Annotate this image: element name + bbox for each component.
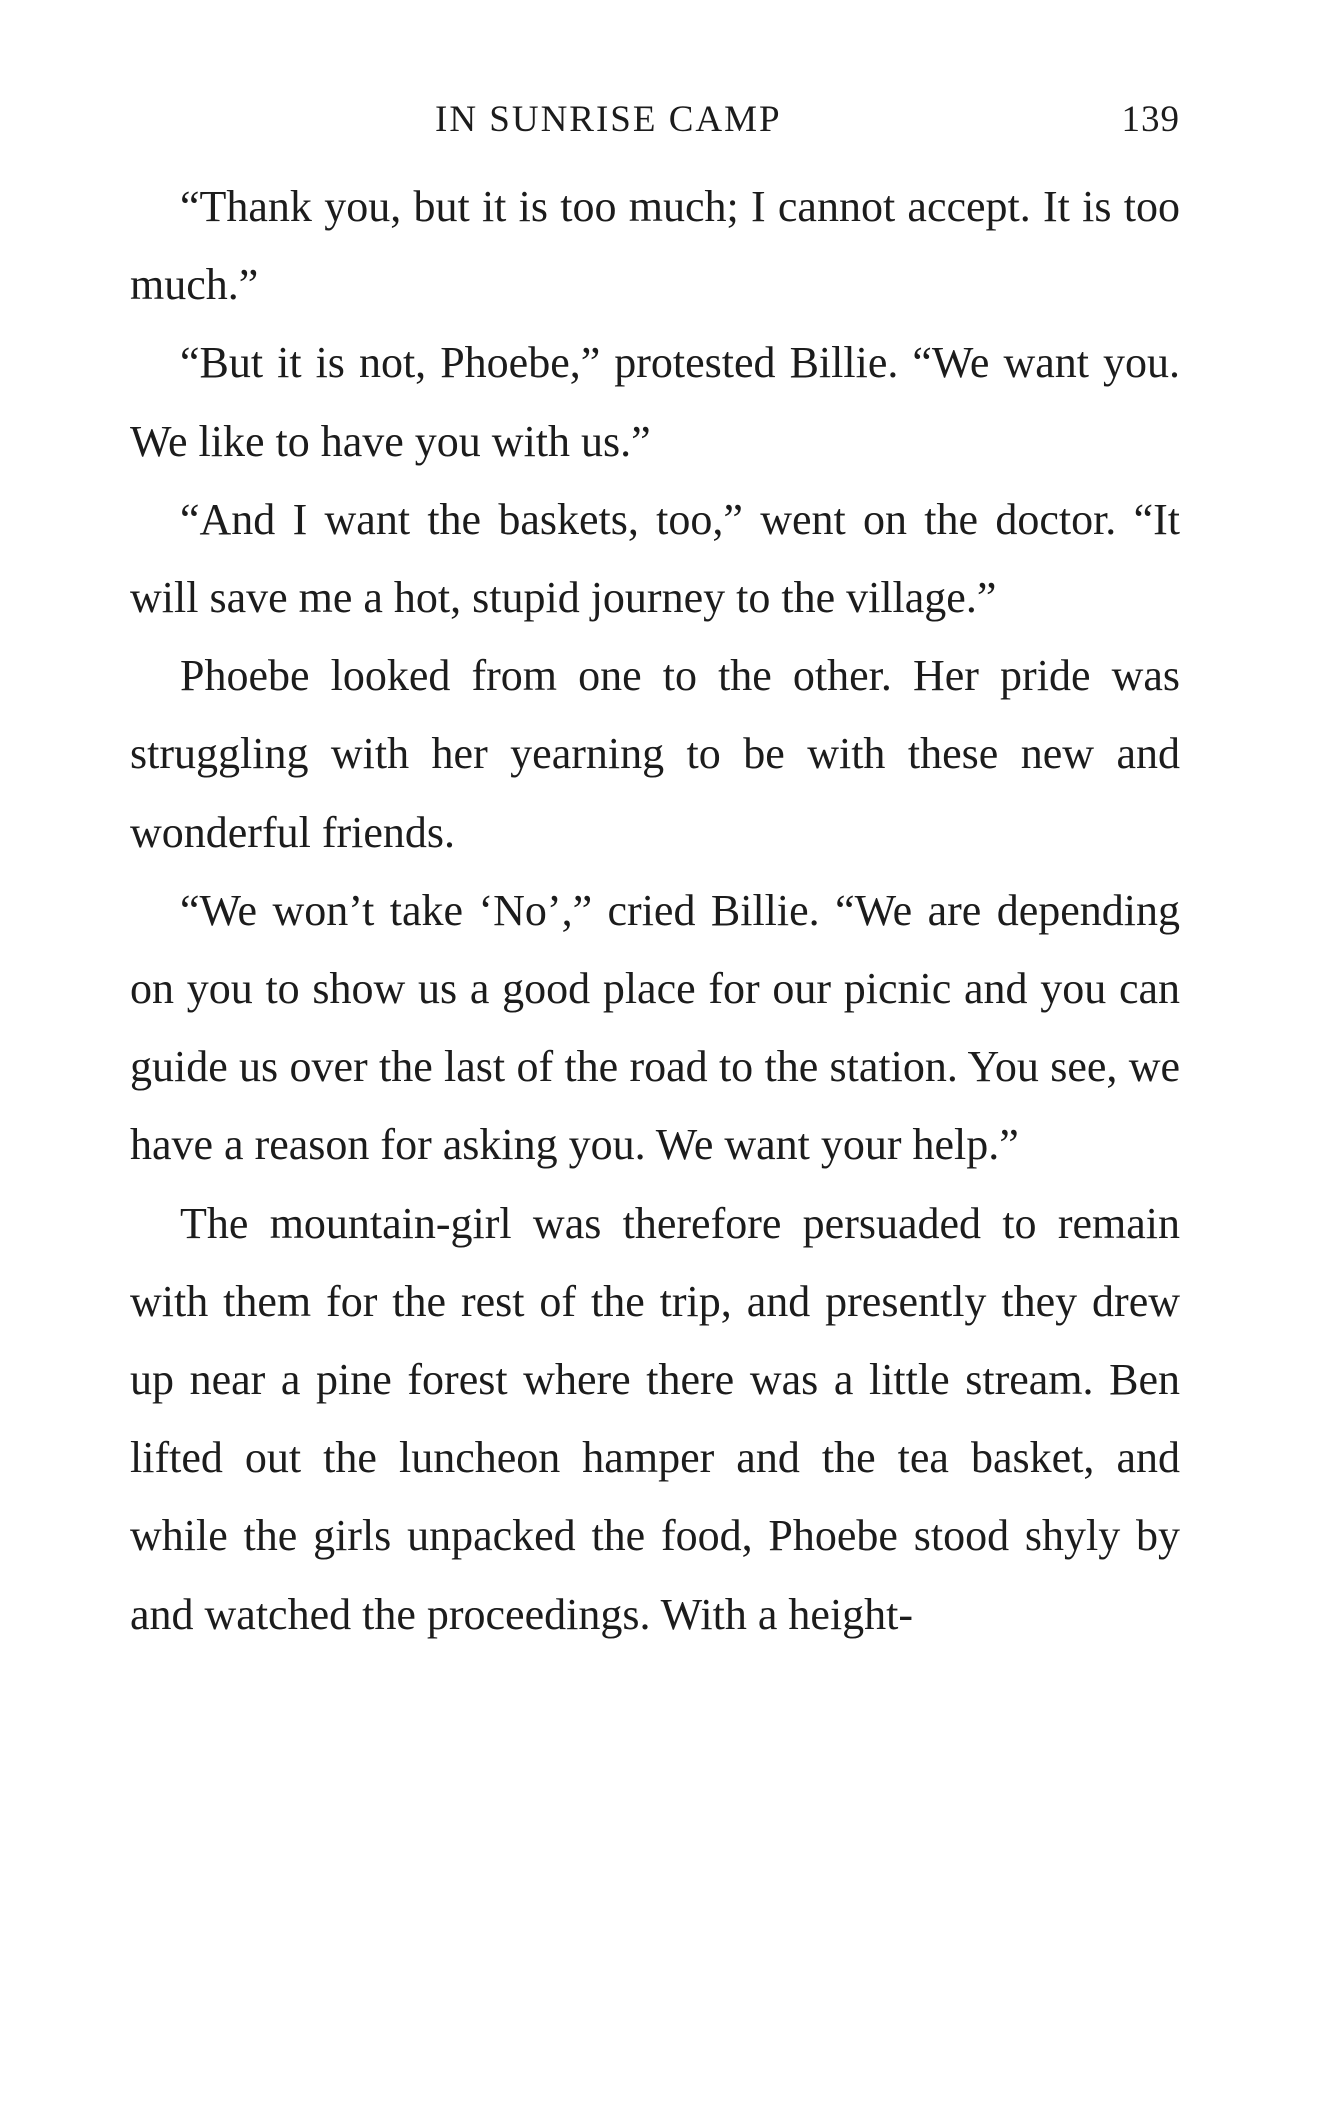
paragraph-6: The mountain-girl was therefore persuaded to remain with them for the rest of the trip, and presently they drew up near a pine forest where there was a little stream. Ben lifted out the luncheon hamper and the tea basket, and while the girls unpacked the food, Phoebe stood shyly by and watched the proceedings. With a height- bbox=[130, 1198, 1180, 1639]
page-number: 139 bbox=[1121, 99, 1180, 140]
paragraph-3: “And I want the baskets, too,” went on the doctor. “It will save me a hot, stupid journey to the village.” bbox=[130, 494, 1180, 623]
paragraph-5: “We won’t take ‘No’,” cried Billie. “We are depending on you to show us a good place for our picnic and you can guide us over the last of the road to the station. You see, we have a reason for asking you. We want your help.” bbox=[130, 885, 1180, 1170]
paragraph-2: “But it is not, Phoebe,” protested Billie. “We want you. We like to have you with us.” bbox=[130, 338, 1180, 466]
paragraph-4: Phoebe looked from one to the other. Her pride was struggling with her yearning to be with these new and wonderful friends. bbox=[130, 651, 1180, 857]
body-text bbox=[130, 168, 1180, 1654]
running-head bbox=[130, 98, 1180, 148]
running-title: IN SUNRISE CAMP bbox=[435, 99, 782, 140]
paragraph-1: “Thank you, but it is too much; I cannot accept. It is too much.” bbox=[130, 182, 1180, 310]
